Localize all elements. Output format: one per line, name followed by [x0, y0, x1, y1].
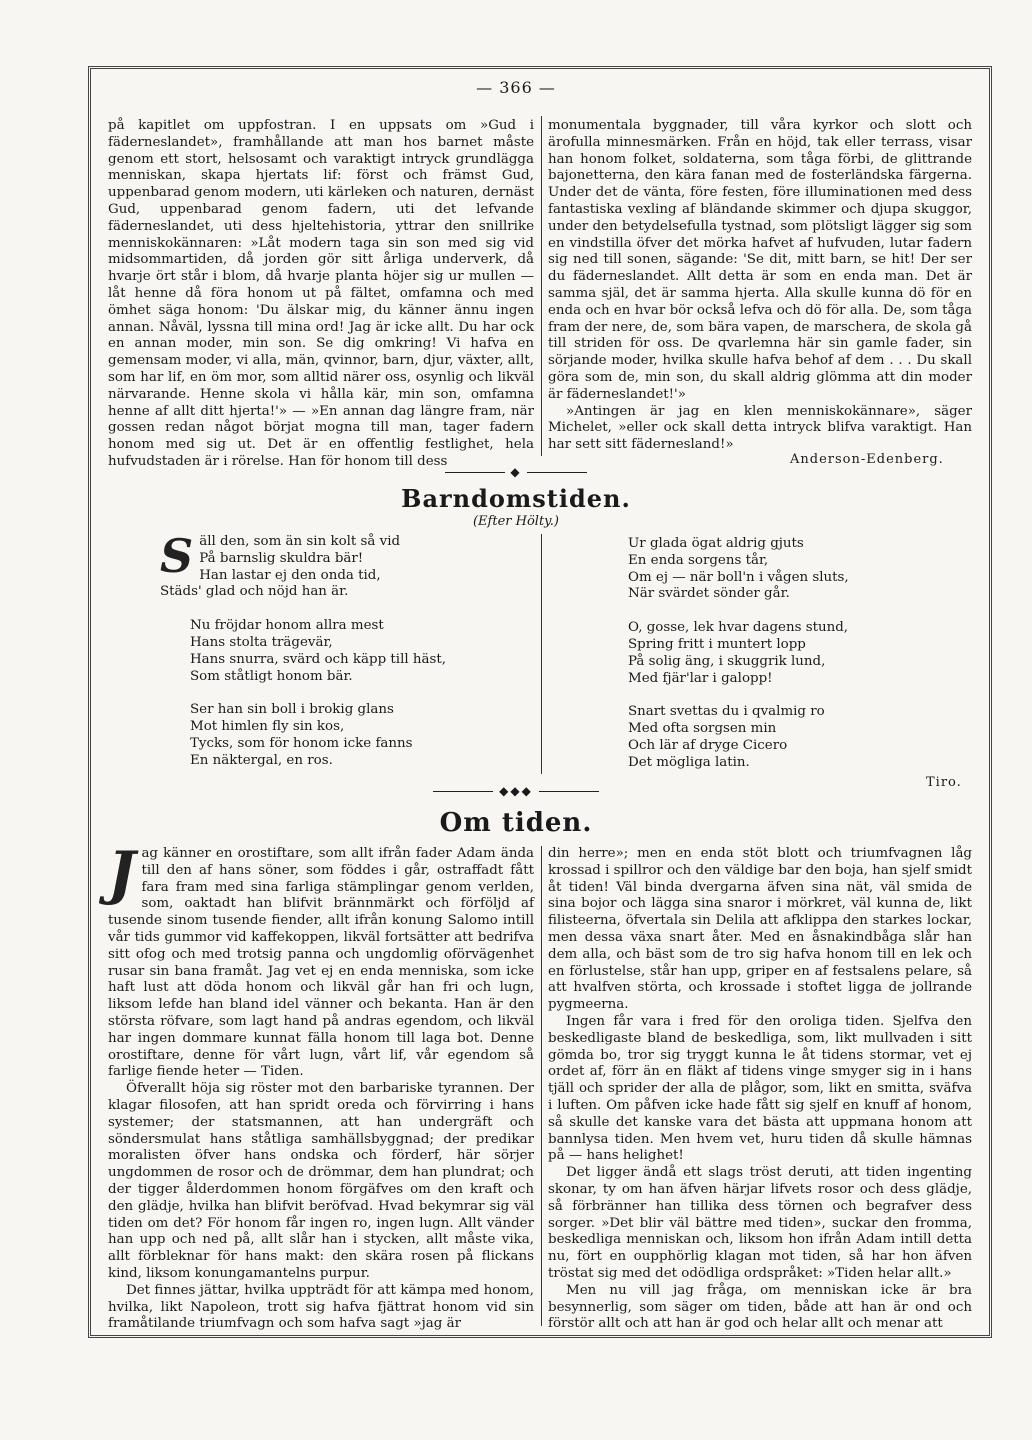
paragraph: Öfverallt höja sig röster mot den barbariske tyrannen. Der klagar filosofen, att han spridt oreda och förvirring i hans systemer; der statsmannen, att han undergräft och söndersmulat hans ståtliga samhällsbyggnad; der predikar moralisten öfver hans ondska och förderf, här sörjer ungdommen de rosor och de drömmar, dem han plundrat; och der tigger ålderdommen honom förgäfves om den kraft och den glädje, hvilka han blifvit beröfvad. Hvad bekymrar sig väl tiden om det? För honom får ingen ro, ingen lugn. Allt vänder han upp och ned på, allt slår han i stycken, allt måste vika, allt förbleknar för hans makt: den skära rosen på flickans kind, liksom konungamantelns purpur.	[108, 1081, 534, 1281]
paragraph: på kapitlet om uppfostran. I en uppsats om »Gud i fäderneslandet», framhållande att man hos barnet måste genom ett stort, helsosamt och varaktigt intryck grundlägga menniskan, skapa hjertats lif: först och främst Gud, uppenbarad genom modern, uti kärleken och naturen, dernäst Gud, uppenbarad genom fadern, uti det lefvande fäderneslandet, uti dess hjeltehistoria, yttrar den snillrike menniskokännaren: »Låt modern taga sin son med sig vid midsommartiden, då jorden gör sitt årliga underverk, då hvarje ört står i blom, då hvarje planta höjer sig ur mullen — låt henne då föra honom ut på fältet, omfamna och med ömhet säga honom: 'Du älskar mig, du känner ännu ingen annan. Nåväl, lyssna till mina ord! Jag är icke allt. Du har ock en annan moder, min son. Se dig omkring! Vi hafva en gemensam moder, vi alla, män, qvinnor, barn, djur, växter, allt, som har lif, en öm mor, som alltid närer oss, osynlig och likväl närvarande. Henne skola vi hålla kär, min son, omfamna henne af allt ditt hjerta!'» — »En annan dag längre fram, när gossen redan något börjat mogna till man, tager fadern honom med sig ut. Det är en offentlig festlighet, hela hufvudstaden är i rörelse. Han för honom till dess	[108, 118, 534, 469]
paragraph: din herre»; men en enda stöt blott och triumfvagnen låg krossad i spillror och den väldige bar den boja, han sjelf smidt åt tiden! Väl binda dvergarna äfven sina nät, väl smida de sina bojor och lägga sina snaror i mörkret, väl kunna de, likt filisteerna, öfvertala sin Delila att afklippa den starkes lockar, men dessa växa snart åter. Med en åsnakindbåga slår han dem alla, och bäst som de tro sig hafva honom till en lek och en förlustelse, står han upp, griper en af festsalens pelare, så att hvalfven störta, och krossade i stoftet ligga de jollrande pygmeerna.	[548, 846, 972, 1013]
stanza	[160, 702, 480, 769]
verse-line: Mot himlen fly sin kos,	[190, 719, 345, 735]
verse-line: Nu fröjdar honom allra mest	[190, 618, 384, 634]
verse-line: På solig äng, i skuggrik lund,	[628, 653, 826, 669]
column-divider	[541, 116, 542, 456]
essay-right-column	[548, 846, 972, 1332]
essay-dropcap: J	[108, 839, 136, 907]
verse-line: Hans snurra, svärd och käpp till häst,	[190, 651, 447, 667]
verse-line: Tycks, som för honom icke fanns	[190, 735, 413, 751]
poem-subtitle: (Efter Hölty.)	[472, 514, 559, 529]
top-article-right-column	[548, 118, 972, 466]
verse-line: Städs' glad och nöjd han är.	[160, 584, 349, 600]
poem-right-column	[628, 536, 948, 789]
verse-line: En näktergal, en ros.	[190, 752, 333, 768]
paragraph: Ingen får vara i fred för den oroliga tiden. Sjelfva den beskedligaste bland de beskedliga, som, likt mullvaden i sitt gömda bo, tror sig tryggt kunna le åt tidens stormar, vet ej ordet af, förr än en fläkt af tidens vinge smyger sig in i hans tjäll och sprider der alla de plågor, som, likt en smitta, sväfva i luften. Om påfven icke hade fått sig sjelf en knuff af honom, så skulle det kanske vara det bästa att uppmana honom att bannlysa tiden. Men hvem vet, huru tiden då skulle hämnas på — hans helighet!	[548, 1013, 972, 1164]
verse-line: Det mögliga latin.	[628, 754, 750, 770]
stanza	[160, 618, 480, 685]
paragraph	[108, 839, 534, 1081]
stanza	[628, 620, 948, 687]
paragraph: Det ligger ändå ett slags tröst deruti, att tiden ingenting skonar, ty om han äfven härjar lifvets rosor och dess glädje, så förbränner han tillika dess törnen och begrafver dess sorger. »Det blir väl bättre med tiden», suckar den fromma, beskedliga menniskan och, liksom hon ifrån Adam intill detta nu, fört en oupphörlig klagan mot tiden, så har hon äfven tröstat sig med det odödliga ordspråket: »Tiden helar allt.»	[548, 1165, 972, 1281]
verse-line: Han lastar ej den onda tid,	[199, 567, 381, 583]
verse-line: En enda sorgens tår,	[628, 552, 769, 568]
verse-line: Spring fritt i muntert lopp	[628, 636, 806, 652]
page-number: — 366 —	[476, 78, 556, 97]
paragraph: monumentala byggnader, till våra kyrkor och slott och ärofulla minnesmärken. Från en höjd, tak eller terrass, visar han honom folket, soldaterna, som tåga förbi, de glittrande bajonetterna, den kära fanan med de fosterländska färgerna. Under det de vänta, före festen, före illuminationen med dess fantastiska vexling af bländande skimmer och djupa skuggor, under den betydelsefulla tystnad, som plötsligt lägger sig som en vindstilla öfver det mörka hafvet af hufvuden, lutar fadern sig ned till sonen, sägande: 'Se dit, mitt barn, se hit! Der ser du fäderneslandet. Allt detta är som en enda man. Det är samma själ, det är samma hjerta. Alla skulle kunna dö för en enda och en hvar bör också lefva och dö för alla. De, som tåga fram der nere, de, som bära vapen, de marschera, de skola gå till striden för oss. De qvarlemna här sin gamle fader, sin sörjande moder, hvilka skulle hafva behof af dem . . . Du skall göra som de, min son, du skall aldrig glömma att din moder är fäderneslandet!'»	[548, 118, 972, 402]
paragraph: Men nu vill jag fråga, om menniskan icke är bra besynnerlig, som säger om tiden, både att han är ond och förstör allt och att han är god och helar allt och menar att	[548, 1282, 972, 1332]
verse-line: Med fjär'lar i galopp!	[628, 670, 773, 686]
verse-line: O, gosse, lek hvar dagens stund,	[628, 620, 849, 636]
section-ornament: ◆	[0, 465, 1032, 479]
paragraph: »Antingen är jag en klen menniskokännare», säger Michelet, »eller ock skall detta intryck blifva varaktigt. Han har sett sitt fädernesland!»	[548, 403, 972, 453]
essay-title: Om tiden.	[439, 808, 593, 838]
verse-line: Ur glada ögat aldrig gjuts	[628, 536, 804, 551]
verse-line: På barnslig skuldra bär!	[199, 550, 364, 566]
verse-line: äll den, som än sin kolt så vid	[199, 534, 401, 549]
verse-line: Hans stolta trägevär,	[190, 634, 333, 650]
poem-title: Barndomstiden.	[401, 484, 631, 513]
section-ornament: ◆◆◆	[0, 784, 1032, 798]
poem-dropcap: S	[160, 529, 194, 583]
stanza	[628, 536, 948, 603]
paragraph-text: ag känner en orostiftare, som allt ifrån fader Adam ända till den af hans söner, som föddes i går, ostraffadt fått fara fram med sina farliga stämplingar genom verlden, som, oaktadt han blifvit brännmärkt och förföljd af tusende sinom tusende fiender, allt ifrån konung Salomo intill vår tids gummor vid kaffekoppen, likväl fortsätter att bedrifva sitt ofog och med trotsig panna och ungdomlig oförvägenhet rusar sin bana framåt. Jag vet ej en enda menniska, som icke haft lust att döda honom och likväl går han fri och lugn, liksom lefde han bland idel vänner och bekanta. Han är den största röfvare, som lagt hand på andras egendom, och likväl har ingen dommare kunnat fälla honom till laga bot. Denne orostiftare, denne för vårt lugn, vårt lif, vår egendom så farlige fiende heter — Tiden.	[108, 846, 534, 1080]
verse-line: Om ej — när boll'n i vågen sluts,	[628, 569, 849, 585]
column-divider	[541, 846, 542, 1326]
essay-left-column	[108, 839, 534, 1332]
paragraph: Det finnes jättar, hvilka uppträdt för att kämpa med honom, hvilka, likt Napoleon, trott sig hafva fjättrat honom vid sin framåtilande triumfvagn och som hafva sagt »jag är	[108, 1282, 534, 1332]
article-signature: Anderson-Edenberg.	[790, 452, 944, 467]
verse-line: Ser han sin boll i brokig glans	[190, 702, 394, 718]
verse-line: Som ståtligt honom bär.	[190, 668, 353, 684]
verse-line: Med ofta sorgsen min	[628, 721, 777, 737]
stanza	[628, 704, 948, 771]
verse-line: När svärdet sönder går.	[628, 586, 790, 602]
poem-signature: Tiro.	[926, 775, 962, 790]
poem-divider	[541, 534, 542, 774]
verse-line: Och lär af dryge Cicero	[628, 737, 788, 753]
top-article-left-column	[108, 118, 534, 469]
verse-line: Snart svettas du i qvalmig ro	[628, 704, 825, 720]
poem-left-column	[160, 529, 480, 787]
stanza	[160, 529, 480, 601]
